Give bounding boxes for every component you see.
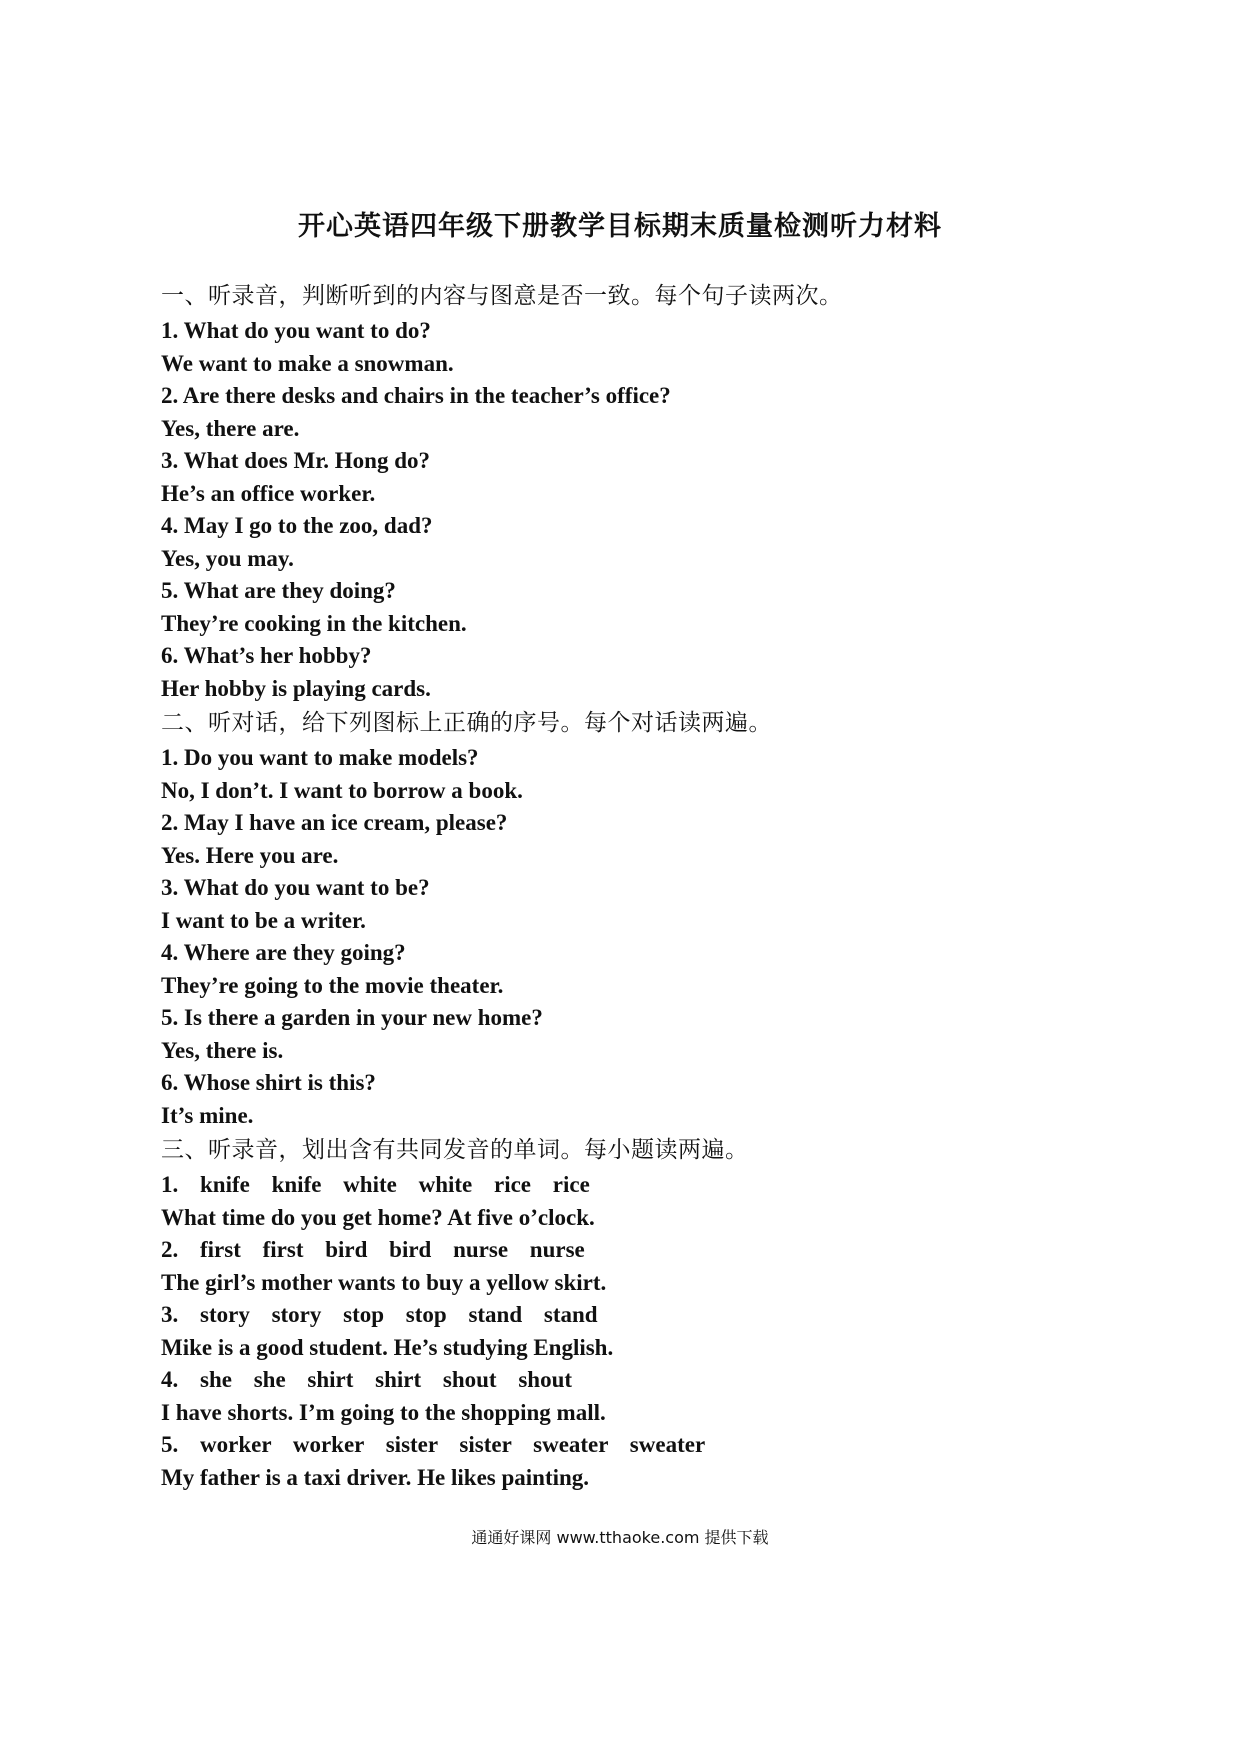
word-group-line: 5. worker worker sister sister sweater sweater — [161, 1432, 706, 1457]
section-1 — [161, 278, 1161, 705]
question-line: 6. What’s her hobby? — [161, 643, 372, 668]
answer-line: I want to be a writer. — [161, 907, 366, 933]
sentence-line: The girl’s mother wants to buy a yellow skirt. — [161, 1269, 607, 1295]
answer-line: Yes, you may. — [161, 545, 294, 571]
answer-line: It’s mine. — [161, 1102, 254, 1128]
answer-line: They’re going to the movie theater. — [161, 972, 504, 998]
section-heading: 三、听录音，划出含有共同发音的单词。每小题读两遍。 — [161, 1137, 749, 1163]
question-line: 4. Where are they going? — [161, 940, 406, 965]
section-2 — [161, 705, 1161, 1132]
question-line: 1. What do you want to do? — [161, 318, 431, 343]
word-group-line: 1. knife knife white white rice rice — [161, 1172, 590, 1197]
sentence-line: I have shorts. I’m going to the shopping mall. — [161, 1399, 606, 1425]
section-heading: 二、听对话，给下列图标上正确的序号。每个对话读两遍。 — [161, 710, 772, 736]
answer-line: Her hobby is playing cards. — [161, 675, 431, 701]
sentence-line: My father is a taxi driver. He likes painting. — [161, 1464, 590, 1490]
question-line: 3. What do you want to be? — [161, 875, 430, 900]
word-group-line: 4. she she shirt shirt shout shout — [161, 1367, 573, 1392]
question-line: 2. Are there desks and chairs in the teacher’s office? — [161, 383, 671, 408]
answer-line: He’s an office worker. — [161, 480, 376, 506]
question-line: 4. May I go to the zoo, dad? — [161, 513, 433, 538]
question-line: 3. What does Mr. Hong do? — [161, 448, 431, 473]
answer-line: We want to make a snowman. — [161, 350, 454, 376]
question-line: 6. Whose shirt is this? — [161, 1070, 376, 1095]
answer-line: They’re cooking in the kitchen. — [161, 610, 467, 636]
question-line: 5. What are they doing? — [161, 578, 396, 603]
section-3 — [161, 1132, 1161, 1494]
answer-line: Yes, there is. — [161, 1037, 284, 1063]
question-line: 5. Is there a garden in your new home? — [161, 1005, 543, 1030]
answer-line: Yes, there are. — [161, 415, 300, 441]
sentence-line: Mike is a good student. He’s studying English. — [161, 1334, 614, 1360]
sentence-line: What time do you get home? At five o’clock. — [161, 1204, 595, 1230]
content-body — [161, 278, 1161, 1494]
page-title: 开心英语四年级下册教学目标期末质量检测听力材料 — [298, 211, 942, 242]
page-footer: 通通好课网 www.tthaoke.com 提供下载 — [471, 1528, 769, 1547]
answer-line: No, I don’t. I want to borrow a book. — [161, 777, 523, 803]
word-group-line: 3. story story stop stop stand stand — [161, 1302, 598, 1327]
section-heading: 一、听录音，判断听到的内容与图意是否一致。每个句子读两次。 — [161, 283, 843, 309]
question-line: 2. May I have an ice cream, please? — [161, 810, 508, 835]
question-line: 1. Do you want to make models? — [161, 745, 479, 770]
word-group-line: 2. first first bird bird nurse nurse — [161, 1237, 585, 1262]
answer-line: Yes. Here you are. — [161, 842, 339, 868]
